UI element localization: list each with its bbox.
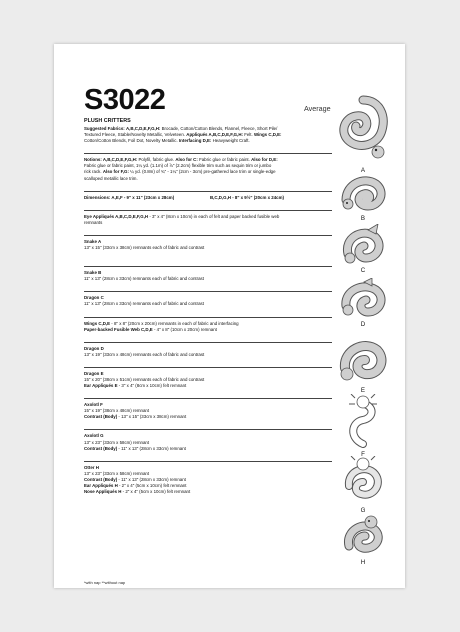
view-h (331, 514, 395, 566)
notions-text-3a: rick rack. (84, 169, 102, 175)
axolotl-f-title: Axolotl F (84, 402, 103, 408)
notions-also-de-label: Also for D,E: (251, 157, 278, 163)
fabrics-section (84, 126, 332, 153)
view-e (331, 334, 395, 394)
dragon-d-title: Dragon D (84, 345, 104, 351)
axolotl-g-text-2: - 11" x 13" (28cm x 33cm) remnant (118, 445, 186, 451)
eyes-label: Eye Appliqués A,B,C,D,E,F,G,H (84, 213, 149, 219)
dragon-c-title: Dragon C (84, 295, 104, 301)
otter-h-label-3: Ear Appliqués H (84, 483, 118, 488)
fabrics-appliques-text: Felt. (244, 132, 253, 138)
view-g (331, 456, 395, 514)
nap-footnote: *with nap **without nap (84, 580, 126, 585)
snake-a-line-1: 13" x 15" (33cm x 38cm) remnants each of fabric and contrast (84, 245, 205, 251)
dragon-e-title: Dragon E (84, 370, 104, 376)
dimensions-right: B,C,D,G,H - 8" x 9½" (20cm x 24cm) (210, 194, 284, 200)
dragon-d-section (84, 342, 332, 367)
otter-h-text-2: - 11" x 13" (28cm x 33cm) remnant (118, 476, 186, 482)
otter-h-title: Otter H (84, 464, 99, 470)
notions-text-4: scalloped metallic lace trim. (84, 175, 138, 181)
axolotl-g-label-2: Contrast (Body) (84, 445, 118, 451)
fabrics-interfacing-label: Interfacing D,E: (178, 138, 212, 144)
pattern-category: PLUSH CRITTERS (84, 118, 131, 124)
wings-label-2: Paper-backed Fusible Web C,D,E (84, 326, 153, 332)
snake-a-title: Snake A (84, 238, 102, 244)
fabrics-label: Suggested Fabrics: (84, 126, 125, 131)
wings-label-1: Wings C,D,E (84, 320, 111, 326)
otter-h-label-2: Contrast (Body) (84, 476, 118, 482)
notions-also-c-text: Fabric glue or fabric paint. (199, 157, 250, 163)
otter-h-text-4: - 2" x 4" (5cm x 10cm) felt remnant (122, 489, 191, 495)
wings-section (84, 317, 332, 342)
view-e-label: E (360, 387, 366, 394)
view-d (331, 278, 395, 328)
dragon-c-line-1: 11" x 13" (28cm x 33cm) remnants each of fabric and contrast (84, 301, 204, 307)
view-c-label: C (360, 267, 366, 274)
snake-b-illustration (338, 170, 388, 214)
dragon-e-illustration (337, 334, 389, 386)
pattern-number: S3022 (84, 84, 166, 116)
view-a-label: A (360, 167, 366, 174)
view-illustrations (331, 94, 395, 574)
snake-a-section (84, 235, 332, 266)
notions-also-c-label: Also for C: (175, 157, 198, 163)
snake-b-section (84, 266, 332, 291)
view-c (331, 224, 395, 274)
view-b-label: B (360, 215, 366, 222)
axolotl-g-title: Axolotl G (84, 433, 104, 439)
dragon-d-illustration (338, 278, 388, 320)
size-label: Average (304, 104, 331, 113)
dragon-c-section (84, 291, 332, 316)
snake-a-illustration (336, 94, 390, 166)
notions-also-fg-label: Also for F,G: (102, 169, 129, 175)
fabrics-text-3: Cotton/Cotton Blends, Foil Dot, Novelty Metallic. (84, 138, 178, 144)
otter-h-line-1: 13" x 23" (33cm x 58cm) remnant (84, 470, 150, 476)
axolotl-g-section (84, 429, 332, 460)
view-b (331, 170, 395, 222)
fabrics-text-1: Brocade, Cotton/Cotton Blends, Flannel, Fleece, Short Pile/ (161, 126, 278, 131)
fabrics-wings-label: Wings C,D,E: (253, 132, 282, 138)
dimensions-label: Dimensions: (84, 194, 111, 200)
dragon-e-section (84, 367, 332, 398)
view-f-label: F (361, 451, 365, 458)
snake-b-line-1: 11" x 13" (28cm x 33cm) remnants each of fabric and contrast (84, 276, 204, 282)
dragon-d-line-1: 13" x 19" (33cm x 48cm) remnants each of fabric and contrast (84, 351, 205, 357)
fabrics-interfacing-text: Heavyweight Craft. (212, 138, 250, 144)
otter-h-illustration (341, 514, 385, 558)
notions-text-2: Fabric glue or fabric paint, 1¼ yd. (1.1m) of ⅞" (2.2cm) flexible trim such as sequin trim or jumbo (84, 163, 272, 169)
fabrics-views: A,B,C,D,E,F,G,H: (125, 126, 161, 131)
notions-section (84, 153, 332, 190)
dimensions-section (84, 191, 332, 210)
axolotl-f-label-2: Contrast (Body) (84, 414, 118, 420)
otter-h-label-4: Nose Appliqués H (84, 489, 122, 495)
axolotl-g-line-1: 13" x 23" (33cm x 58cm) remnant (84, 439, 150, 445)
eye-appliques-section (84, 210, 332, 235)
wings-text-2: - 4" x 8" (10cm x 20cm) remnant (153, 326, 217, 332)
pattern-details (84, 126, 332, 498)
pattern-sheet (54, 44, 405, 588)
dragon-e-line-1: 15" x 20" (38cm x 51cm) remnants each of fabric and contrast (84, 376, 205, 382)
dragon-c-illustration (338, 224, 388, 266)
fabrics-appliques-label: Appliqués A,B,C,D,E,F,G,H: (186, 132, 243, 138)
view-a (331, 94, 395, 174)
otter-h-text-3: - 2" x 4" (5cm x 10cm) felt remnant (118, 483, 187, 488)
notions-label: Notions: A,B,C,D,E,F,G,H: (84, 157, 138, 163)
otter-h-section (84, 461, 332, 498)
eyes-text-2: remnants (84, 219, 103, 225)
dragon-e-text-2: - 3" x 4" (8cm x 10cm) felt remnant (118, 383, 187, 389)
notions-text-3b: ¼ yd. (0.8m) of ¾" - 1¼" (2cm - 3cm) pre-gathered lace trim or single-edge (130, 169, 276, 175)
eyes-text-1: - 3" x 4" (8cm x 10cm) in each of felt and paper backed fusible web (149, 213, 280, 219)
dimensions-left: A,E,F - 9" x 11" (23cm x 28cm) (111, 194, 175, 200)
axolotl-f-illustration (341, 394, 385, 450)
wings-text-1: - 8" x 8" (20cm x 20cm) remnants in each of fabric and interfacing (111, 320, 239, 326)
axolotl-g-illustration (341, 456, 385, 506)
view-g-label: G (360, 507, 366, 514)
axolotl-f-text-2: - 13" x 15" (33cm x 38cm) remnant (118, 414, 187, 420)
dragon-e-label-2: Ear Appliqués E (84, 383, 118, 389)
notions-text-1: Polyfil, fabric glue. (138, 157, 175, 163)
view-f (331, 394, 395, 458)
axolotl-f-section (84, 398, 332, 429)
snake-b-title: Snake B (84, 270, 102, 276)
fabrics-text-2: Textured Fleece, Stable/Novelty Metallic, Velveteen. (84, 132, 186, 138)
view-h-label: H (360, 559, 366, 566)
view-d-label: D (360, 321, 366, 328)
axolotl-f-line-1: 15" x 19" (38cm x 48cm) remnant (84, 408, 150, 414)
